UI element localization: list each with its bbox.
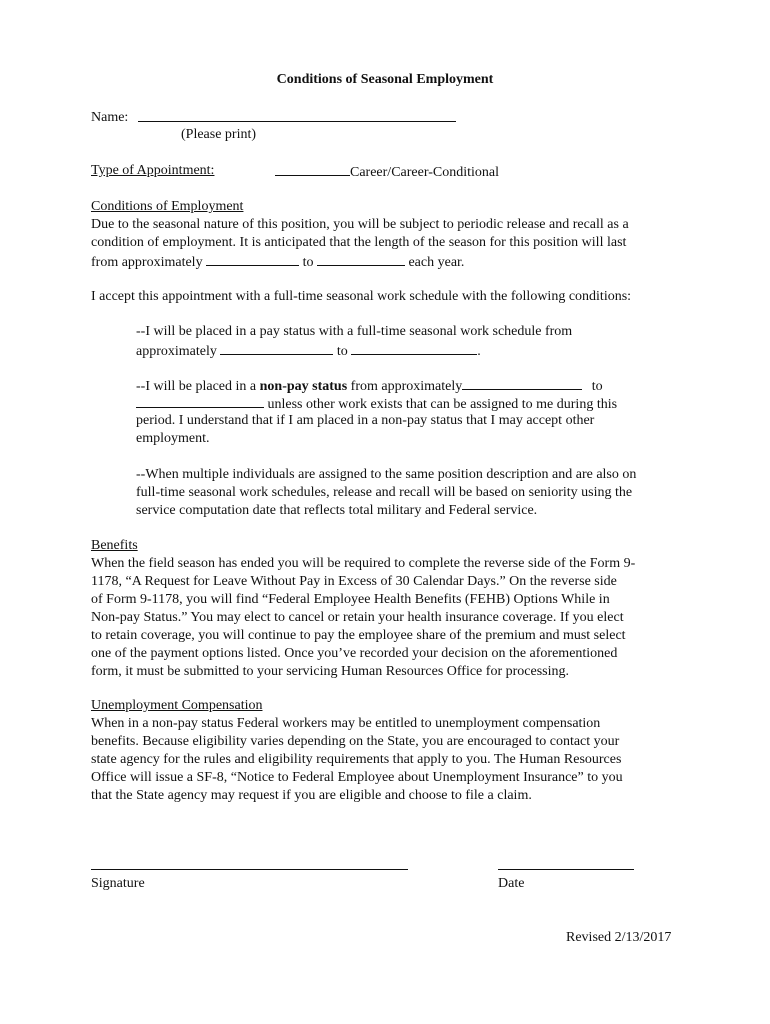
to-label: to: [336, 344, 348, 359]
date-field[interactable]: [498, 869, 634, 870]
benefits-text-line: to retain coverage, you will continue to pay the employee share of the premium and must select: [91, 628, 626, 643]
nonpay-end-field[interactable]: [136, 394, 264, 408]
condition-non-pay-line: [136, 394, 617, 414]
unemployment-text-line: When in a non-pay status Federal workers may be entitled to unemployment compensation: [91, 716, 601, 731]
benefits-text-line: one of the payment options listed. Once you’ve recorded your decision on the aforementioned: [91, 646, 618, 661]
conditions-heading: Conditions of Employment: [91, 199, 244, 214]
unemployment-text-line: state agency for the rules and eligibility requirements that apply to you. The Human Resources: [91, 752, 622, 767]
name-hint: (Please print): [181, 127, 257, 142]
nonpay-from-label: from approximately: [350, 379, 463, 394]
benefits-heading: Benefits: [91, 538, 138, 553]
appointment-check-blank[interactable]: [275, 162, 350, 176]
benefits-text-line: When the field season has ended you will be required to complete the reverse side of the Form 9-: [91, 556, 636, 571]
season-end-field[interactable]: [317, 252, 405, 266]
conditions-text-line: Due to the seasonal nature of this position, you will be subject to periodic release and recall as a: [91, 217, 629, 232]
benefits-text-line: of Form 9-1178, you will find “Federal Employee Health Benefits (FEHB) Options While in: [91, 592, 610, 607]
nonpay-status-emphasis: non-pay status: [259, 379, 348, 394]
condition-non-pay-line: employment.: [136, 431, 210, 446]
condition-non-pay-line: period. I understand that if I am placed in a non-pay status that I may accept other: [136, 413, 595, 428]
benefits-text-line: Non-pay Status.” You may elect to cancel or retain your health insurance coverage. If you elect: [91, 610, 624, 625]
conditions-text-line: [91, 252, 464, 272]
accept-statement: I accept this appointment with a full-time seasonal work schedule with the following conditions:: [91, 289, 632, 304]
condition-pay-status-line: [136, 341, 481, 361]
condition-pay-status-line: --I will be placed in a pay status with a full-time seasonal work schedule from: [136, 324, 573, 339]
date-label: Date: [498, 876, 525, 891]
conditions-text-line: condition of employment. It is anticipated that the length of the season for this position will last: [91, 235, 627, 250]
season-start-field[interactable]: [206, 252, 299, 266]
appointment-option: [275, 162, 499, 182]
unemployment-heading: Unemployment Compensation: [91, 698, 263, 713]
unemployment-text-line: benefits. Because eligibility varies depending on the State, you are encouraged to contact your: [91, 734, 620, 749]
period-glyph: .: [477, 344, 481, 359]
to-label: to: [591, 379, 603, 394]
name-field[interactable]: [138, 121, 456, 122]
to-label: to: [302, 255, 314, 270]
revised-date: Revised 2/13/2017: [566, 930, 672, 945]
each-year-label: each year.: [408, 255, 465, 270]
approx-label: approximately: [136, 344, 217, 359]
benefits-text-line: 1178, “A Request for Leave Without Pay in Excess of 30 Calendar Days.” On the reverse side: [91, 574, 617, 589]
pay-status-end-field[interactable]: [351, 341, 477, 355]
page-title: Conditions of Seasonal Employment: [276, 72, 494, 87]
appointment-label: Type of Appointment:: [91, 163, 215, 178]
name-label: Name:: [91, 110, 129, 125]
nonpay-intro: --I will be placed in a: [136, 379, 257, 394]
from-approx-label: from approximately: [91, 255, 203, 270]
pay-status-start-field[interactable]: [220, 341, 333, 355]
nonpay-start-field[interactable]: [462, 376, 582, 390]
condition-non-pay-line: [136, 376, 603, 396]
nonpay-text: unless other work exists that can be assigned to me during this: [267, 397, 618, 412]
unemployment-text-line: Office will issue a SF-8, “Notice to Federal Employee about Unemployment Insurance” to you: [91, 770, 623, 785]
condition-seniority-line: --When multiple individuals are assigned to the same position description and are also on: [136, 467, 637, 482]
benefits-text-line: form, it must be submitted to your servicing Human Resources Office for processing.: [91, 664, 569, 679]
signature-field[interactable]: [91, 869, 408, 870]
unemployment-text-line: that the State agency may request if you are eligible and choose to file a claim.: [91, 788, 532, 803]
condition-seniority-line: service computation date that reflects total military and Federal service.: [136, 503, 538, 518]
signature-label: Signature: [91, 876, 145, 891]
condition-seniority-line: full-time seasonal work schedules, release and recall will be based on seniority using the: [136, 485, 633, 500]
appointment-option-label: Career/Career-Conditional: [350, 165, 499, 180]
